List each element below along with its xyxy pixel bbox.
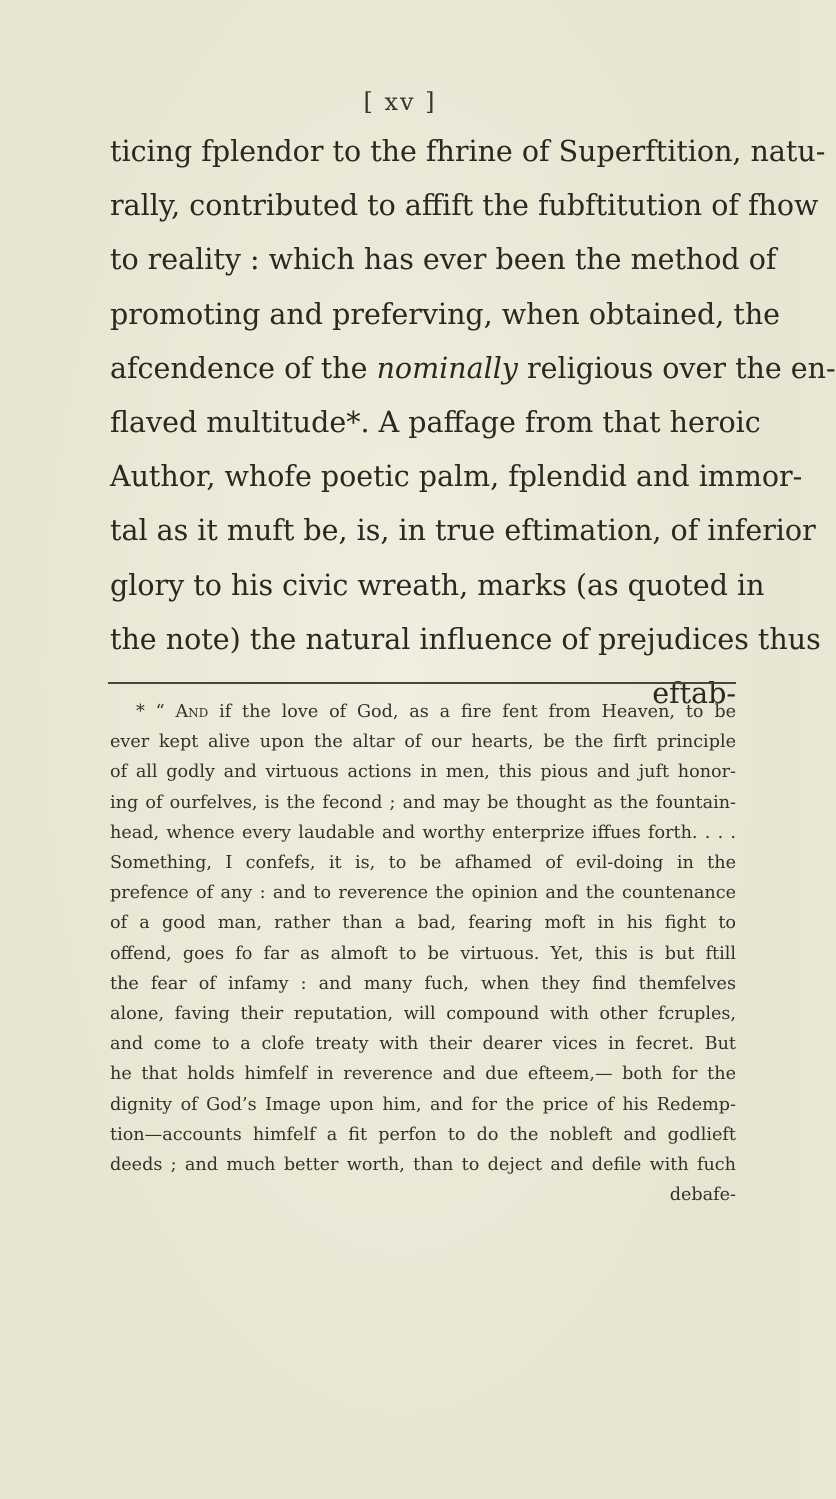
main-body-text (110, 125, 836, 721)
footnote-line: offend, goes fo far as almoft to be virtuous. Yet, this is but ftill (110, 943, 736, 964)
footnote-marker: * “ (136, 702, 176, 722)
footnote-line: deeds ; and much better worth, than to deject and defile with fuch (110, 1155, 736, 1176)
footnote-catchword: debafe- (669, 1185, 736, 1206)
body-line: promoting and preferving, when obtained, the (110, 297, 781, 331)
footnote-line: dignity of God’s Image upon him, and for the price of his Redemp- (110, 1094, 736, 1115)
body-line: Author, whofe poetic palm, fplendid and immor- (110, 460, 803, 494)
catchword: eftab- (652, 677, 736, 711)
body-line-part: religious over the en- (517, 351, 836, 385)
footnote-divider (108, 682, 736, 684)
body-line: glory to his civic wreath, marks (as quoted in (110, 568, 765, 602)
page-number: [ xv ] (363, 88, 437, 116)
footnote (110, 697, 736, 1210)
footnote-line: ing of ourfelves, is the fecond ; and may be thought as the fountain- (110, 792, 736, 813)
footnote-line: of a good man, rather than a bad, fearing moft in his fight to (110, 913, 736, 934)
footnote-line: Something, I confefs, it is, to be afhamed of evil-doing in the (110, 853, 736, 874)
footnote-line: tion—accounts himfelf a fit perfon to do the nobleft and godlieft (110, 1124, 736, 1145)
body-line: ticing fplendor to the fhrine of Superftition, natu- (110, 135, 826, 168)
footnote-line: the fear of infamy : and many fuch, when they find themfelves (110, 973, 736, 994)
footnote-lead-word: And (175, 702, 209, 722)
footnote-line: and come to a clofe treaty with their dearer vices in fecret. But (110, 1034, 736, 1055)
footnote-line: head, whence every laudable and worthy enterprize iffues forth. . . . (110, 822, 736, 843)
body-line: tal as it muft be, is, in true eftimation, of inferior (110, 514, 816, 548)
body-line: the note) the natural influence of prejudices thus (110, 622, 821, 656)
footnote-line: ever kept alive upon the altar of our hearts, be the firft principle (110, 732, 736, 753)
body-line: to reality : which has ever been the method of (110, 243, 777, 277)
italic-word: nominally (376, 351, 518, 385)
body-line (110, 342, 836, 396)
footnote-line: prefence of any : and to reverence the opinion and the countenance (110, 883, 736, 904)
footnote-line (110, 697, 736, 727)
body-line: rally, contributed to affift the fubftitution of fhow (110, 189, 819, 223)
footnote-line: he that holds himfelf in reverence and due efteem,— both for the (110, 1064, 736, 1085)
body-line-part: afcendence of the (110, 351, 377, 385)
body-line: flaved multitude*. A paffage from that heroic (110, 406, 761, 440)
footnote-line: alone, faving their reputation, will compound with other fcruples, (110, 1004, 736, 1025)
footnote-line: of all godly and virtuous actions in men, this pious and juft honor- (110, 762, 736, 783)
footnote-line-part: if the love of God, as a fire fent from Heaven, to be (208, 702, 736, 722)
